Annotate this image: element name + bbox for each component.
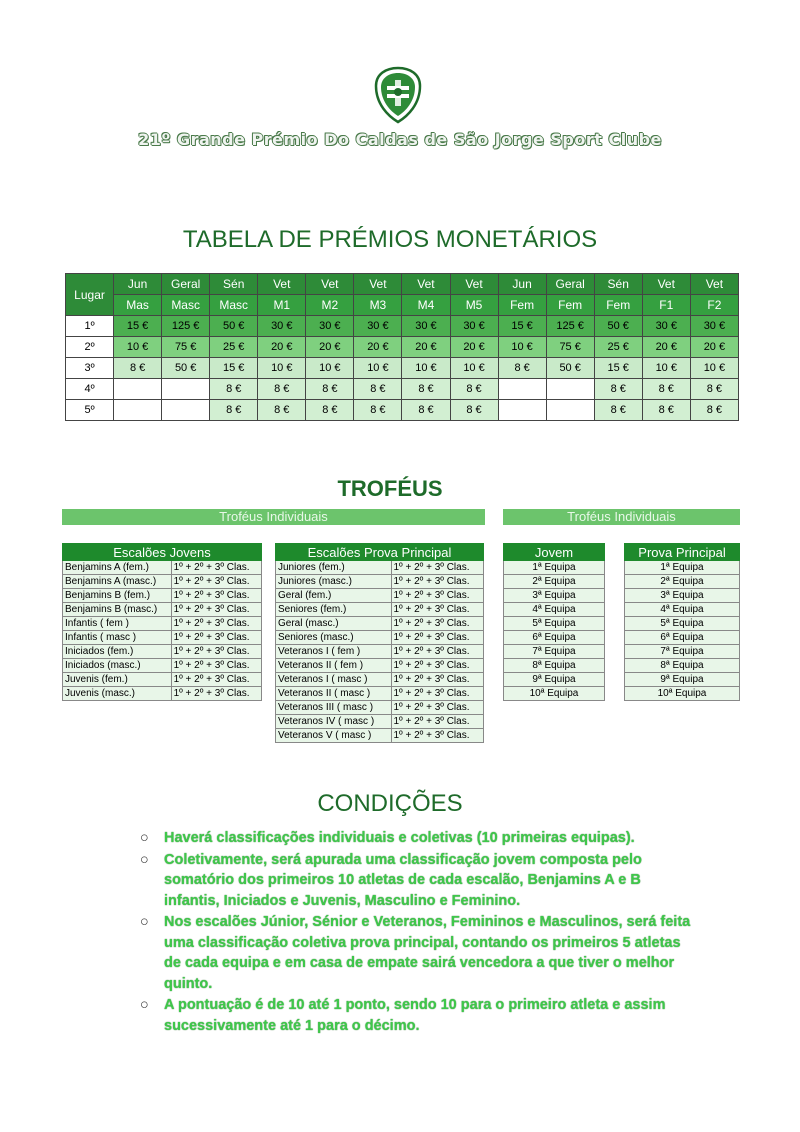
youth-teams-table [503, 543, 605, 701]
trophy-row [276, 645, 484, 659]
prize-row [66, 400, 739, 421]
column-header-top: Vet [642, 274, 690, 295]
category-cell: Veteranos II ( masc ) [276, 687, 392, 701]
category-cell: Juniores (masc.) [276, 575, 392, 589]
trophy-row [63, 673, 262, 687]
team-cell: 2ª Equipa [504, 575, 605, 589]
column-header-bottom: Fem [594, 295, 642, 316]
trophy-row [276, 715, 484, 729]
places-cell: 1º + 2º + 3º Clas. [391, 575, 484, 589]
trophy-row [63, 589, 262, 603]
main-race-categories-header: Escalões Prova Principal [276, 544, 484, 561]
team-cell: 9ª Equipa [504, 673, 605, 687]
trophy-row [63, 631, 262, 645]
places-cell: 1º + 2º + 3º Clas. [391, 729, 484, 743]
prize-cell: 50 € [210, 316, 258, 337]
bullet-icon: ○ [140, 997, 149, 1013]
places-cell: 1º + 2º + 3º Clas. [391, 631, 484, 645]
prize-cell: 50 € [162, 358, 210, 379]
column-header-top: Sén [594, 274, 642, 295]
team-cell: 8ª Equipa [504, 659, 605, 673]
category-cell: Juniores (fem.) [276, 561, 392, 575]
team-row [504, 575, 605, 589]
condition-item [140, 912, 700, 994]
prize-cell: 8 € [402, 379, 450, 400]
category-cell: Iniciados (masc.) [63, 659, 172, 673]
team-row [625, 561, 740, 575]
place-cell: 1º [66, 316, 114, 337]
prize-cell: 30 € [402, 316, 450, 337]
team-row [625, 617, 740, 631]
category-cell: Benjamins B (fem.) [63, 589, 172, 603]
places-cell: 1º + 2º + 3º Clas. [391, 589, 484, 603]
team-row [625, 603, 740, 617]
prize-cell: 10 € [114, 337, 162, 358]
column-header-bottom: Fem [498, 295, 546, 316]
column-header-top: Geral [162, 274, 210, 295]
condition-text: Haverá classificações individuais e coletivas (10 primeiras equipas). [164, 830, 635, 846]
prize-cell: 20 € [450, 337, 498, 358]
column-header-bottom: F1 [642, 295, 690, 316]
places-cell: 1º + 2º + 3º Clas. [391, 659, 484, 673]
trophy-row [276, 603, 484, 617]
prize-row [66, 316, 739, 337]
column-header-bottom: M3 [354, 295, 402, 316]
team-cell: 6ª Equipa [625, 631, 740, 645]
category-cell: Veteranos I ( fem ) [276, 645, 392, 659]
trophy-row [63, 687, 262, 701]
prize-cell: 50 € [594, 316, 642, 337]
prize-cell [162, 400, 210, 421]
category-cell: Veteranos II ( fem ) [276, 659, 392, 673]
prize-cell: 25 € [594, 337, 642, 358]
prize-cell [162, 379, 210, 400]
condition-item [140, 995, 700, 1036]
column-header-bottom: M1 [258, 295, 306, 316]
prize-cell: 8 € [258, 400, 306, 421]
place-cell: 2º [66, 337, 114, 358]
prize-cell: 8 € [450, 379, 498, 400]
places-cell: 1º + 2º + 3º Clas. [171, 589, 261, 603]
prize-cell: 20 € [306, 337, 354, 358]
prize-row [66, 337, 739, 358]
team-cell: 1ª Equipa [625, 561, 740, 575]
category-cell: Seniores (fem.) [276, 603, 392, 617]
team-cell: 4ª Equipa [504, 603, 605, 617]
conditions-title: CONDIÇÕES [317, 790, 463, 817]
youth-categories-table [62, 543, 262, 701]
prize-cell: 8 € [210, 400, 258, 421]
team-cell: 4ª Equipa [625, 603, 740, 617]
prize-cell: 15 € [210, 358, 258, 379]
places-cell: 1º + 2º + 3º Clas. [171, 673, 261, 687]
main-race-categories-table [275, 543, 484, 743]
team-row [625, 673, 740, 687]
team-row [504, 631, 605, 645]
column-header-bottom: M5 [450, 295, 498, 316]
category-cell: Seniores (masc.) [276, 631, 392, 645]
team-cell: 6ª Equipa [504, 631, 605, 645]
trophy-row [63, 645, 262, 659]
prize-cell [114, 379, 162, 400]
prize-cell: 15 € [594, 358, 642, 379]
prize-cell: 8 € [306, 379, 354, 400]
places-cell: 1º + 2º + 3º Clas. [391, 701, 484, 715]
category-cell: Juvenis (masc.) [63, 687, 172, 701]
category-cell: Benjamins A (masc.) [63, 575, 172, 589]
prize-row [66, 379, 739, 400]
prize-table [65, 273, 739, 421]
prize-cell: 10 € [690, 358, 738, 379]
prize-cell: 30 € [258, 316, 306, 337]
main-race-teams-header: Prova Principal [625, 544, 740, 561]
youth-teams-header: Jovem [504, 544, 605, 561]
prize-cell: 10 € [258, 358, 306, 379]
team-row [625, 575, 740, 589]
prize-cell: 30 € [450, 316, 498, 337]
places-cell: 1º + 2º + 3º Clas. [171, 603, 261, 617]
team-row [504, 617, 605, 631]
prize-cell [546, 379, 594, 400]
team-cell: 5ª Equipa [625, 617, 740, 631]
team-row [504, 603, 605, 617]
prize-cell: 8 € [402, 400, 450, 421]
prize-cell: 8 € [114, 358, 162, 379]
condition-text: Coletivamente, será apurada uma classificação jovem composta pelo somatório dos primeiros 10 atletas de cada escalão, Benjamins A e B infantis, Iniciados e Juvenis, Masculino e Feminino. [164, 851, 642, 909]
prize-header-row-bottom [66, 295, 739, 316]
condition-item [140, 850, 700, 912]
team-cell: 10ª Equipa [504, 687, 605, 701]
column-header-bottom: Mas [114, 295, 162, 316]
trophy-row [276, 729, 484, 743]
prize-cell: 30 € [690, 316, 738, 337]
prize-cell: 8 € [258, 379, 306, 400]
team-row [504, 561, 605, 575]
category-cell: Infantis ( masc ) [63, 631, 172, 645]
column-header-top: Vet [402, 274, 450, 295]
bullet-icon: ○ [140, 830, 149, 846]
prize-cell: 10 € [354, 358, 402, 379]
prize-cell: 8 € [594, 379, 642, 400]
prize-cell: 15 € [114, 316, 162, 337]
prize-cell: 125 € [546, 316, 594, 337]
team-trophies-bar: Troféus Individuais [503, 509, 740, 525]
prize-cell: 8 € [594, 400, 642, 421]
prize-cell: 10 € [402, 358, 450, 379]
condition-text: Nos escalões Júnior, Sénior e Veteranos, Femininos e Masculinos, será feita uma classificação coletiva prova principal, contando os primeiros 5 atletas de cada equipa e em casa de empate sairá vencedora a que tiver o melhor quinto. [164, 914, 691, 992]
trophy-row [63, 603, 262, 617]
prize-cell: 8 € [306, 400, 354, 421]
prize-cell [546, 400, 594, 421]
prize-cell: 30 € [306, 316, 354, 337]
column-header-top: Vet [450, 274, 498, 295]
column-header-top: Vet [354, 274, 402, 295]
prize-cell: 20 € [258, 337, 306, 358]
bullet-icon: ○ [140, 914, 149, 930]
category-cell: Veteranos IV ( masc ) [276, 715, 392, 729]
column-header-bottom: M4 [402, 295, 450, 316]
prize-cell: 8 € [450, 400, 498, 421]
prize-cell: 15 € [498, 316, 546, 337]
prize-cell: 8 € [498, 358, 546, 379]
team-cell: 8ª Equipa [625, 659, 740, 673]
team-row [625, 631, 740, 645]
prize-header-row-top [66, 274, 739, 295]
team-row [504, 673, 605, 687]
category-cell: Geral (fem.) [276, 589, 392, 603]
team-cell: 5ª Equipa [504, 617, 605, 631]
category-cell: Benjamins B (masc.) [63, 603, 172, 617]
places-cell: 1º + 2º + 3º Clas. [171, 645, 261, 659]
bullet-icon: ○ [140, 851, 149, 868]
prize-cell: 75 € [546, 337, 594, 358]
team-row [625, 589, 740, 603]
column-header-top: Jun [498, 274, 546, 295]
trophy-row [63, 659, 262, 673]
trophies-title: TROFÉUS [337, 476, 443, 501]
team-row [625, 659, 740, 673]
team-cell: 3ª Equipa [504, 589, 605, 603]
prize-cell: 10 € [450, 358, 498, 379]
condition-text: A pontuação é de 10 até 1 ponto, sendo 10 para o primeiro atleta e assim sucessivamente até 1 para o décimo. [164, 997, 666, 1034]
condition-item [140, 828, 700, 849]
prize-row [66, 358, 739, 379]
category-cell: Infantis ( fem ) [63, 617, 172, 631]
prize-cell: 8 € [354, 379, 402, 400]
prize-cell: 75 € [162, 337, 210, 358]
trophy-row [276, 561, 484, 575]
team-row [625, 687, 740, 701]
prize-cell: 8 € [642, 400, 690, 421]
team-row [504, 687, 605, 701]
trophy-row [276, 701, 484, 715]
places-cell: 1º + 2º + 3º Clas. [391, 561, 484, 575]
places-cell: 1º + 2º + 3º Clas. [391, 687, 484, 701]
places-cell: 1º + 2º + 3º Clas. [171, 561, 261, 575]
event-title: 21º Grande Prémio Do Caldas de São Jorge Sport Clube [138, 130, 662, 149]
place-cell: 3º [66, 358, 114, 379]
prize-cell: 8 € [642, 379, 690, 400]
prize-cell: 8 € [210, 379, 258, 400]
trophy-row [276, 617, 484, 631]
column-header-bottom: M2 [306, 295, 354, 316]
club-crest-icon [372, 66, 424, 124]
team-cell: 7ª Equipa [625, 645, 740, 659]
team-row [504, 659, 605, 673]
place-cell: 4º [66, 379, 114, 400]
team-row [504, 589, 605, 603]
places-cell: 1º + 2º + 3º Clas. [171, 659, 261, 673]
prize-cell: 10 € [642, 358, 690, 379]
trophy-row [63, 575, 262, 589]
column-header-bottom: Masc [210, 295, 258, 316]
team-cell: 10ª Equipa [625, 687, 740, 701]
places-cell: 1º + 2º + 3º Clas. [391, 617, 484, 631]
column-header-top: Jun [114, 274, 162, 295]
money-table-title: TABELA DE PRÉMIOS MONETÁRIOS [182, 226, 598, 253]
place-cell: 5º [66, 400, 114, 421]
places-cell: 1º + 2º + 3º Clas. [391, 673, 484, 687]
category-cell: Juvenis (fem.) [63, 673, 172, 687]
lugar-header: Lugar [66, 274, 114, 316]
prize-cell: 20 € [402, 337, 450, 358]
column-header-bottom: Masc [162, 295, 210, 316]
prize-cell: 20 € [642, 337, 690, 358]
category-cell: Veteranos V ( masc ) [276, 729, 392, 743]
prize-cell: 125 € [162, 316, 210, 337]
trophy-row [276, 687, 484, 701]
conditions-list [140, 828, 700, 1037]
prize-cell: 8 € [354, 400, 402, 421]
column-header-top: Sén [210, 274, 258, 295]
column-header-bottom: Fem [546, 295, 594, 316]
trophy-row [276, 575, 484, 589]
prize-cell: 20 € [690, 337, 738, 358]
prize-cell [114, 400, 162, 421]
team-row [504, 645, 605, 659]
prize-cell: 8 € [690, 400, 738, 421]
prize-cell: 50 € [546, 358, 594, 379]
team-cell: 2ª Equipa [625, 575, 740, 589]
places-cell: 1º + 2º + 3º Clas. [171, 575, 261, 589]
prize-cell: 30 € [354, 316, 402, 337]
category-cell: Benjamins A (fem.) [63, 561, 172, 575]
column-header-top: Vet [258, 274, 306, 295]
column-header-top: Geral [546, 274, 594, 295]
category-cell: Geral (masc.) [276, 617, 392, 631]
category-cell: Veteranos III ( masc ) [276, 701, 392, 715]
trophy-row [276, 589, 484, 603]
team-cell: 7ª Equipa [504, 645, 605, 659]
places-cell: 1º + 2º + 3º Clas. [391, 645, 484, 659]
trophy-row [63, 617, 262, 631]
trophy-row [276, 631, 484, 645]
team-row [625, 645, 740, 659]
category-cell: Veteranos I ( masc ) [276, 673, 392, 687]
prize-cell: 8 € [690, 379, 738, 400]
prize-cell: 30 € [642, 316, 690, 337]
team-cell: 3ª Equipa [625, 589, 740, 603]
places-cell: 1º + 2º + 3º Clas. [171, 617, 261, 631]
places-cell: 1º + 2º + 3º Clas. [391, 715, 484, 729]
column-header-top: Vet [306, 274, 354, 295]
prize-cell: 25 € [210, 337, 258, 358]
places-cell: 1º + 2º + 3º Clas. [171, 631, 261, 645]
prize-cell: 20 € [354, 337, 402, 358]
places-cell: 1º + 2º + 3º Clas. [171, 687, 261, 701]
trophy-row [276, 673, 484, 687]
trophy-row [63, 561, 262, 575]
column-header-top: Vet [690, 274, 738, 295]
prize-cell: 10 € [498, 337, 546, 358]
column-header-bottom: F2 [690, 295, 738, 316]
individual-trophies-bar: Troféus Individuais [62, 509, 485, 525]
team-cell: 1ª Equipa [504, 561, 605, 575]
youth-categories-header: Escalões Jovens [63, 544, 262, 561]
category-cell: Iniciados (fem.) [63, 645, 172, 659]
main-race-teams-table [624, 543, 740, 701]
prize-cell [498, 379, 546, 400]
prize-cell [498, 400, 546, 421]
prize-cell: 10 € [306, 358, 354, 379]
team-cell: 9ª Equipa [625, 673, 740, 687]
places-cell: 1º + 2º + 3º Clas. [391, 603, 484, 617]
trophy-row [276, 659, 484, 673]
